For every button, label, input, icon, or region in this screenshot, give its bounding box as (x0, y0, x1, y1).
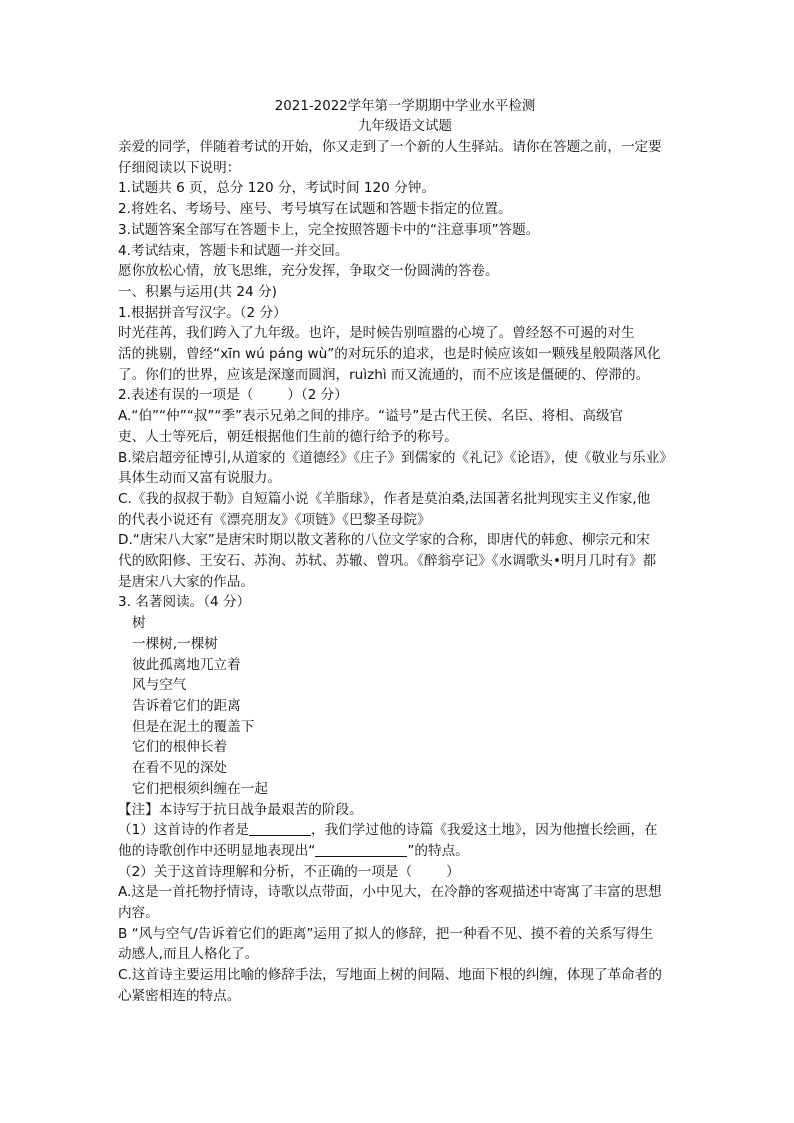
sub-1-text-third: 他的诗歌创作中还明显地表现出“ (118, 842, 316, 859)
instruction-4: 4.考试结束，答题卡和试题一并交回。 (118, 242, 349, 259)
sub-2-title-start: （2）关于这首诗理解和分析，不正确的一项是（ (118, 863, 413, 880)
sub-1-text-start: （1）这首诗的作者是 (118, 822, 249, 839)
question-3-sub-2-option-b-line-1: B “风与空气/告诉着它们的距离”运用了拟人的修辞，把一种看不见、摸不着的关系写得生 (118, 925, 654, 942)
question-2-option-b-line-2: 具体生动而又富有说服力。 (118, 470, 282, 487)
wish-line: 愿你放松心情，放飞思维，充分发挥，争取交一份圆满的答卷。 (118, 263, 499, 280)
sub-1-text-end: ”的特点。 (407, 842, 469, 859)
question-2-option-a-line-2: 吏、人士等死后，朝廷根据他们生前的德行给予的称号。 (118, 428, 458, 445)
instruction-1: 1.试题共 6 页，总分 120 分，考试时间 120 分钟。 (118, 180, 435, 197)
poem-line-4: 告诉着它们的距离 (132, 697, 241, 714)
question-2-option-d-line-1: D.“唐宋八大家”是唐宋时期以散文著称的八位文学家的合称，即唐代的韩愈、柳宗元和宋 (118, 532, 650, 549)
question-3-sub-2-option-a-line-2: 内容。 (118, 905, 159, 922)
question-2-title-end: ）（2 分） (287, 387, 348, 404)
instruction-3: 3.试题答案全部写在答题卡上，完全按照答题卡中的“注意事项”答题。 (118, 221, 540, 238)
section-1-title: 一、积累与运用(共 24 分) (118, 283, 277, 300)
question-1-line-3: 了。你们的世界，应该是深邃而圆润，ruìzhì 而又流通的，而不应该是僵硬的、停滞的。 (118, 366, 650, 383)
question-3-title: 3. 名著阅读。（4 分） (118, 594, 251, 611)
question-2-option-d-line-2: 代的欧阳修、王安石、苏洵、苏轼、苏辙、曾巩。《醉翁亭记》《水调歌头•明月几时有》都 (118, 553, 657, 570)
question-2-option-a-line-1: A.“伯”“仲”“叔”“季”表示兄弟之间的排序。“谥号”是古代王侯、名臣、将相、高级官 (118, 408, 624, 425)
exam-subtitle: 九年级语文试题 (358, 119, 452, 134)
sub-2-title-end: ） (446, 863, 460, 880)
question-2-option-c-line-2: 的代表小说还有《漂亮朋友》《项链》《巴黎圣母院》 (118, 511, 431, 528)
question-3-sub-1-line-1 (118, 820, 678, 841)
poem-line-1: 一棵树,一棵树 (132, 635, 218, 652)
poem-line-2: 彼此孤离地兀立着 (132, 656, 241, 673)
intro-line-2: 仔细阅读以下说明： (118, 159, 241, 176)
question-1-line-1: 时光荏苒，我们跨入了九年级。也许，是时候告别喧嚣的心境了。曾经怒不可遏的对生 (118, 325, 635, 342)
poem-note: 【注】本诗写于抗日战争最艰苦的阶段。 (118, 801, 363, 818)
question-3-sub-2-option-c-line-1: C.这首诗主要运用比喻的修辞手法，写地面上树的间隔、地面下根的纠缠，体现了革命者的 (118, 967, 662, 984)
question-2-title-start: 2.表述有误的一项是（ (118, 387, 254, 404)
question-1-line-2: 活的挑剔，曾经“xīn wú páng wù”的对玩乐的追求，也是时候应该如一颗残星般陨落风化 (118, 346, 661, 363)
question-3-sub-2-title (118, 862, 678, 883)
exam-title: 2021-2022学年第一学期期中学业水平检测 (274, 99, 536, 114)
question-2-option-c-line-1: C.《我的叔叔于勒》自短篇小说《羊脂球》，作者是莫泊桑,法国著名批判现实主义作家,他 (118, 490, 651, 507)
feature-answer-blank (315, 842, 407, 857)
sub-1-text-middle: ，我们学过他的诗篇《我爱这土地》，因为他擅长绘画，在 (311, 822, 658, 839)
poem-line-3: 风与空气 (132, 677, 187, 694)
poem-title: 树 (132, 615, 146, 632)
question-3-sub-2-option-b-line-2: 动感人,而且人格化了。 (118, 946, 259, 963)
question-3-sub-2-option-a-line-1: A.这是一首托物抒情诗，诗歌以点带面，小中见大，在冷静的客观描述中寄寓了丰富的思想 (118, 884, 662, 901)
author-answer-blank (249, 821, 311, 836)
poem-line-6: 它们的根伸长着 (132, 739, 228, 756)
poem-line-7: 在看不见的深处 (132, 760, 228, 777)
poem-line-5: 但是在泥土的覆盖下 (132, 718, 255, 735)
instruction-2: 2.将姓名、考场号、座号、考号填写在试题和答题卡指定的位置。 (118, 201, 512, 218)
page-content (118, 97, 678, 1007)
poem-line-8: 它们把根须纠缠在一起 (132, 780, 268, 797)
question-1-title: 1.根据拼音写汉字。（2 分） (118, 304, 287, 321)
intro-line-1: 亲爱的同学，伴随着考试的开始，你又走到了一个新的人生驿站。请你在答题之前，一定要 (118, 139, 662, 155)
question-2-title (118, 385, 678, 406)
question-3-sub-1-line-2 (118, 841, 678, 862)
question-2-option-d-line-3: 是唐宋八大家的作品。 (118, 573, 254, 590)
question-2-option-b-line-1: B.梁启超旁征博引,从道家的《道德经》《庄子》到儒家的《礼记》《论语》，使《敬业与乐业》 (118, 449, 673, 466)
question-3-sub-2-option-c-line-2: 心紧密相连的特点。 (118, 987, 241, 1004)
